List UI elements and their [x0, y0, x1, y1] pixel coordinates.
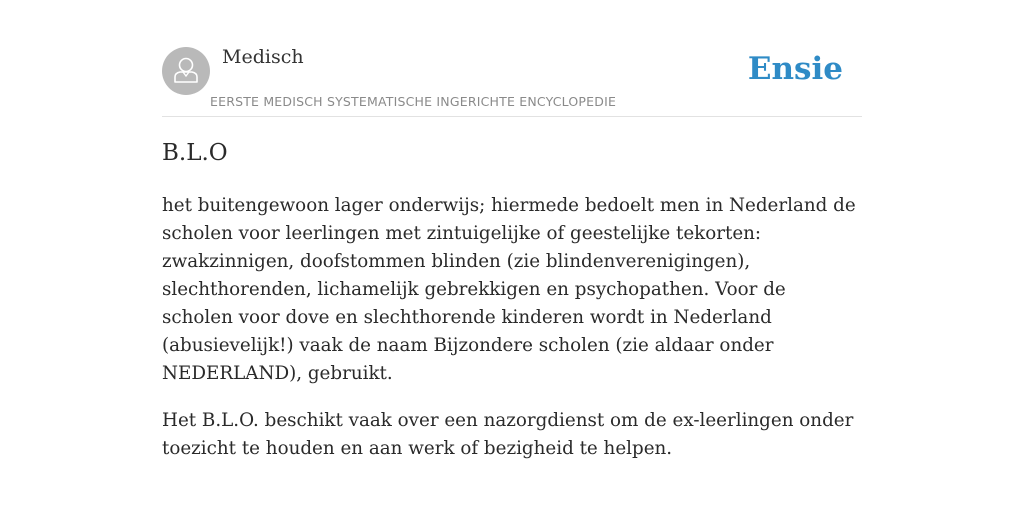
source-subtitle: EERSTE MEDISCH SYSTEMATISCHE INGERICHTE ENCYCLOPEDIE	[210, 94, 617, 109]
article-paragraph: het buitengewoon lager onderwijs; hiermede bedoelt men in Nederland de scholen voor leerlingen met zintuigelijke of geestelijke tekorten: zwakzinnigen, doofstommen blinden (zie blindenverenigingen), slechthorenden, lichamelijk gebrekkigen en psychopathen. Voor de scholen voor dove en slechthorende kinderen wordt in Nederland (abusievelijk!) vaak de naam Bijzondere scholen (zie aldaar onder NEDERLAND), gebruikt.	[162, 195, 856, 384]
page-container	[162, 0, 862, 459]
source-name[interactable]: Medisch	[222, 46, 304, 68]
source-header	[162, 0, 862, 117]
article-paragraph: Het B.L.O. beschikt vaak over een nazorgdienst om de ex-leerlingen onder toezicht te houden en aan werk of bezigheid te helpen.	[162, 410, 854, 459]
user-icon	[162, 47, 210, 95]
article-title: B.L.O	[162, 140, 228, 166]
article-body	[162, 192, 862, 482]
avatar[interactable]	[162, 47, 210, 95]
brand-logo[interactable]: Ensie	[747, 51, 843, 87]
